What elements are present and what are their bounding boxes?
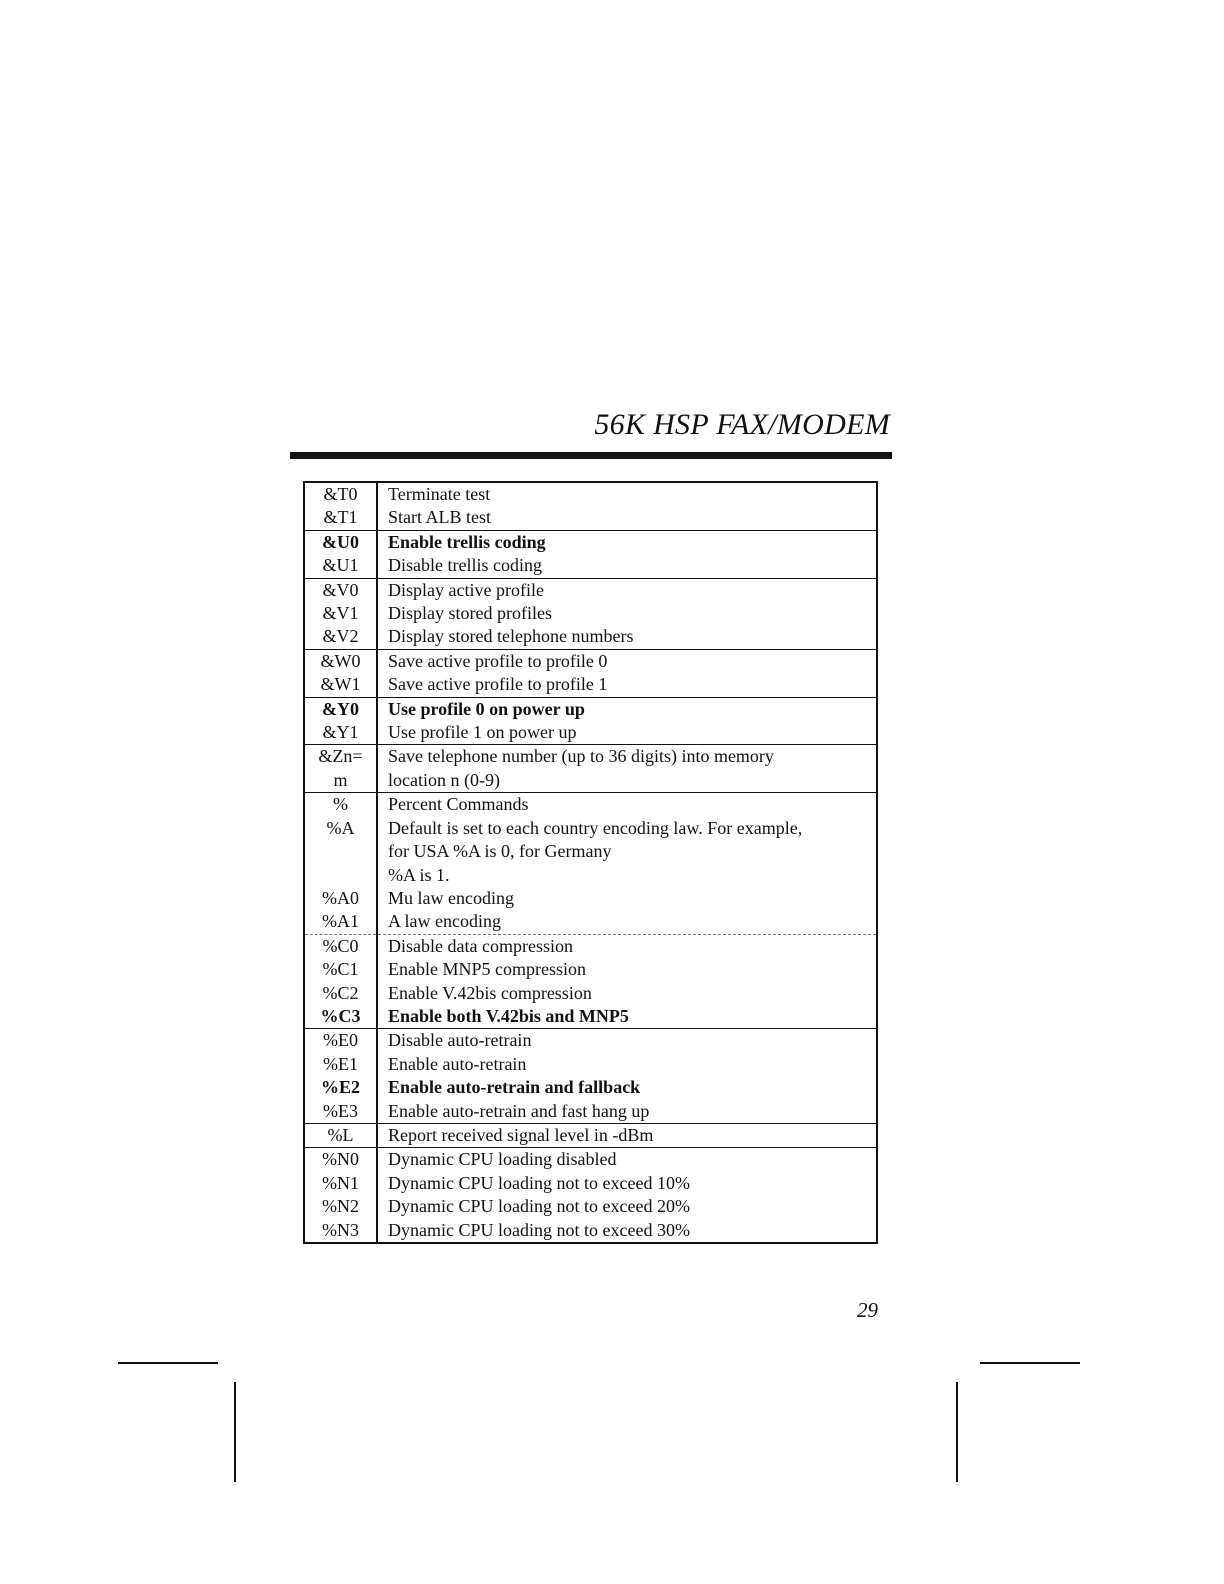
table-row [304, 1219, 877, 1243]
command-table-body [304, 482, 877, 1243]
command-description: Display active profile [377, 578, 877, 602]
command-code: &T0 [304, 482, 377, 506]
table-row [304, 1148, 877, 1172]
command-description: Start ALB test [388, 507, 491, 528]
command-code: %E1 [304, 1053, 377, 1076]
command-description: Display stored telephone numbers [388, 626, 634, 647]
command-code: %N1 [304, 1172, 377, 1195]
command-description: Enable auto-retrain and fast hang up [388, 1100, 650, 1121]
table-row [304, 887, 877, 910]
command-code: %C3 [304, 1005, 377, 1029]
command-description: %A is 1. [388, 864, 450, 885]
command-description: Default is set to each country encoding law. For example, [388, 817, 803, 838]
table-row [304, 910, 877, 934]
table-row [304, 958, 877, 981]
command-code: &W1 [304, 673, 377, 697]
command-description: Use profile 1 on power up [388, 722, 577, 743]
command-code: &Y1 [304, 721, 377, 745]
table-row [304, 817, 877, 840]
command-description: Dynamic CPU loading disabled [377, 1148, 877, 1172]
command-description: Disable auto-retrain [377, 1029, 877, 1053]
command-code: %C0 [304, 934, 377, 958]
command-code: %N2 [304, 1195, 377, 1218]
crop-mark-right-horizontal [980, 1362, 1080, 1364]
command-code: m [304, 769, 377, 793]
command-description: Save telephone number (up to 36 digits) into memory [377, 745, 877, 769]
table-row [304, 530, 877, 554]
command-code: &Y0 [304, 697, 377, 721]
table-row [304, 506, 877, 530]
table-row [304, 1005, 877, 1029]
command-code: &Zn= [304, 745, 377, 769]
command-code: &W0 [304, 649, 377, 673]
table-row [304, 982, 877, 1005]
command-code: %E0 [304, 1029, 377, 1053]
page-number: 29 [857, 1298, 878, 1322]
command-code: %C2 [304, 982, 377, 1005]
command-code: %L [304, 1123, 377, 1147]
table-row [304, 1029, 877, 1053]
table-row [304, 1172, 877, 1195]
command-code: &U0 [304, 530, 377, 554]
command-description: for USA %A is 0, for Germany [388, 841, 612, 862]
command-description: Enable V.42bis compression [388, 982, 592, 1003]
command-code: %N3 [304, 1219, 377, 1243]
command-description: Dynamic CPU loading not to exceed 10% [388, 1172, 690, 1193]
command-code [304, 864, 377, 887]
command-description: Enable auto-retrain [388, 1053, 527, 1074]
command-code: %C1 [304, 958, 377, 981]
table-row [304, 793, 877, 817]
table-row [304, 482, 877, 506]
command-description: Disable trellis coding [388, 555, 542, 576]
command-code: &T1 [304, 506, 377, 530]
command-description: Enable trellis coding [377, 530, 877, 554]
table-row [304, 745, 877, 769]
page-header-title: 56K HSP FAX/MODEM [594, 408, 890, 441]
command-code: %E3 [304, 1100, 377, 1124]
table-row [304, 721, 877, 745]
command-code: &V0 [304, 578, 377, 602]
crop-mark-left-horizontal [118, 1362, 218, 1364]
command-description: Percent Commands [377, 793, 877, 817]
command-description: Disable data compression [377, 934, 877, 958]
command-description: Mu law encoding [388, 887, 514, 908]
table-row [304, 649, 877, 673]
command-description: Report received signal level in -dBm [377, 1123, 877, 1147]
command-description: Display stored profiles [388, 603, 552, 624]
table-row [304, 625, 877, 649]
command-code [304, 840, 377, 863]
command-description: Use profile 0 on power up [377, 697, 877, 721]
crop-mark-left-vertical [234, 1382, 236, 1482]
command-description: A law encoding [388, 911, 501, 932]
header-rule [290, 452, 892, 459]
command-code: %E2 [304, 1076, 377, 1099]
command-code: &U1 [304, 554, 377, 578]
command-code: &V1 [304, 602, 377, 625]
table-row [304, 1195, 877, 1218]
table-row [304, 673, 877, 697]
command-code: &V2 [304, 625, 377, 649]
command-description: location n (0-9) [388, 769, 500, 790]
command-description: Save active profile to profile 0 [377, 649, 877, 673]
command-description: Terminate test [388, 484, 491, 504]
table-row [304, 934, 877, 958]
table-row [304, 602, 877, 625]
command-code: %A1 [304, 910, 377, 934]
command-code: %N0 [304, 1148, 377, 1172]
table-row [304, 1123, 877, 1147]
table-row [304, 554, 877, 578]
command-code: %A0 [304, 887, 377, 910]
command-table [303, 481, 878, 1244]
command-description: Dynamic CPU loading not to exceed 20% [388, 1196, 690, 1217]
table-row [304, 578, 877, 602]
command-description: Enable MNP5 compression [388, 959, 586, 980]
command-code: %A [304, 817, 377, 840]
command-description: Enable auto-retrain and fallback [388, 1077, 641, 1098]
table-row [304, 864, 877, 887]
table-row [304, 840, 877, 863]
command-description: Enable both V.42bis and MNP5 [388, 1005, 629, 1026]
crop-mark-right-vertical [956, 1382, 958, 1482]
table-row [304, 1076, 877, 1099]
table-row [304, 1100, 877, 1124]
command-code: % [304, 793, 377, 817]
table-row [304, 697, 877, 721]
command-description: Dynamic CPU loading not to exceed 30% [388, 1219, 690, 1240]
command-description: Save active profile to profile 1 [388, 674, 608, 695]
table-row [304, 1053, 877, 1076]
table-row [304, 769, 877, 793]
